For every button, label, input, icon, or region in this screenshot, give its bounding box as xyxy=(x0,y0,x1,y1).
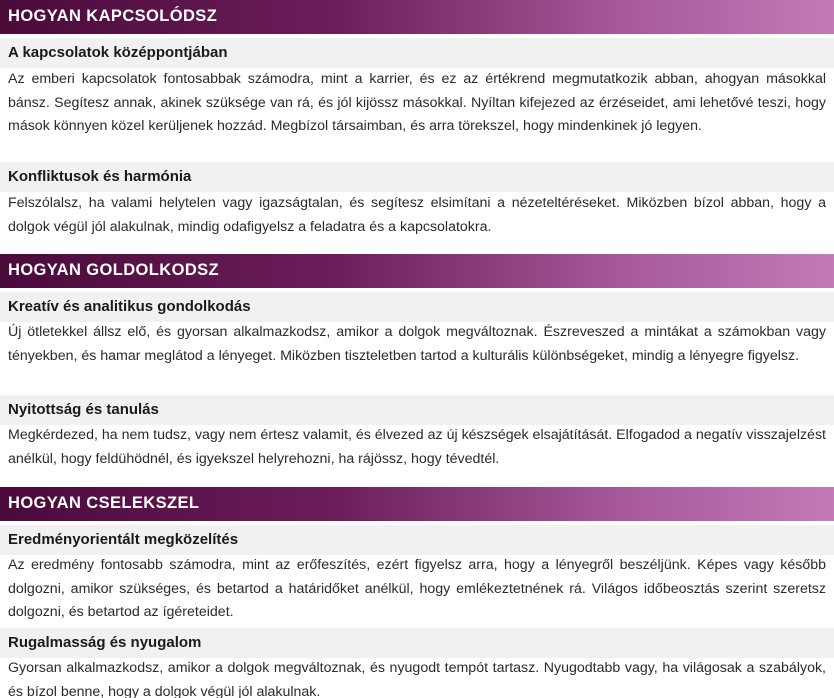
subsection-text-flexibility: Gyorsan alkalmazkodsz, amikor a dolgok megváltoznak, és nyugodt tempót tartasz. Nyugodtabb vagy, ha világosak a szabályok, és bízol benne, hogy a dolgok végül jól alakulnak. xyxy=(8,660,826,698)
section-header-think: HOGYAN GOLDOLKODSZ xyxy=(0,254,834,288)
subsection-text-results: Az eredmény fontosabb számodra, mint az erőfeszítés, ezért figyelsz arra, hogy a lényegről beszéljünk. Képes vagy később dolgozni, amikor szükséges, és betartod a határidőket anélkül, hogy emlékeztetnének rá. Világos időbeosztás szerint szeretsz dolgozni, és betartod az ígéreteidet. xyxy=(8,557,826,620)
subsection-title-conflict: Konfliktusok és harmónia xyxy=(0,162,834,192)
subsection-title-creative: Kreatív és analitikus gondolkodás xyxy=(0,292,834,322)
subsection-title-results: Eredményorientált megközelítés xyxy=(0,525,834,555)
subsection-text-creative: Új ötletekkel állsz elő, és gyorsan alkalmazkodsz, amikor a dolgok megváltoznak. Észreveszed a mintákat a számokban vagy tényekben, és hamar meglátod a lényeget. Miközben tiszteletben tartod a kulturális különbségeket, mindig a lényegre figyelsz. xyxy=(8,324,826,364)
section-header-act: HOGYAN CSELEKSZEL xyxy=(0,487,834,521)
subsection-title-flexibility: Rugalmasság és nyugalom xyxy=(0,628,834,658)
section-header-connect: HOGYAN KAPCSOLÓDSZ xyxy=(0,0,834,34)
subsection-title-relationships: A kapcsolatok középpontjában xyxy=(0,38,834,68)
subsection-text-openness: Megkérdezed, ha nem tudsz, vagy nem értesz valamit, és élvezed az új készségek elsajátítását. Elfogadod a negatív visszajelzést anélkül, hogy feldühödnél, és igyekszel helyrehozni, ha rájössz, hogy tévedtél. xyxy=(8,427,826,467)
subsection-text-relationships: Az emberi kapcsolatok fontosabbak számodra, mint a karrier, és ez az értékrend megmutatkozik abban, ahogyan másokkal bánsz. Segítesz annak, akinek szüksége van rá, és jól kijössz másokkal. Nyíltan kifejezed az érzéseidet, ami lehetővé teszi, hogy mások könnyen közel kerüljenek hozzád. Megbízol társaimban, és arra törekszel, hogy mindenkinek jó legyen. xyxy=(8,71,826,134)
subsection-text-conflict: Felszólalsz, ha valami helytelen vagy igazságtalan, és segítesz elsimítani a nézeteltéréseket. Miközben bízol abban, hogy a dolgok végül jól alakulnak, mindig odafigyelsz a feladatra és a kapcsolatokra. xyxy=(8,195,826,235)
subsection-title-openness: Nyitottság és tanulás xyxy=(0,395,834,425)
